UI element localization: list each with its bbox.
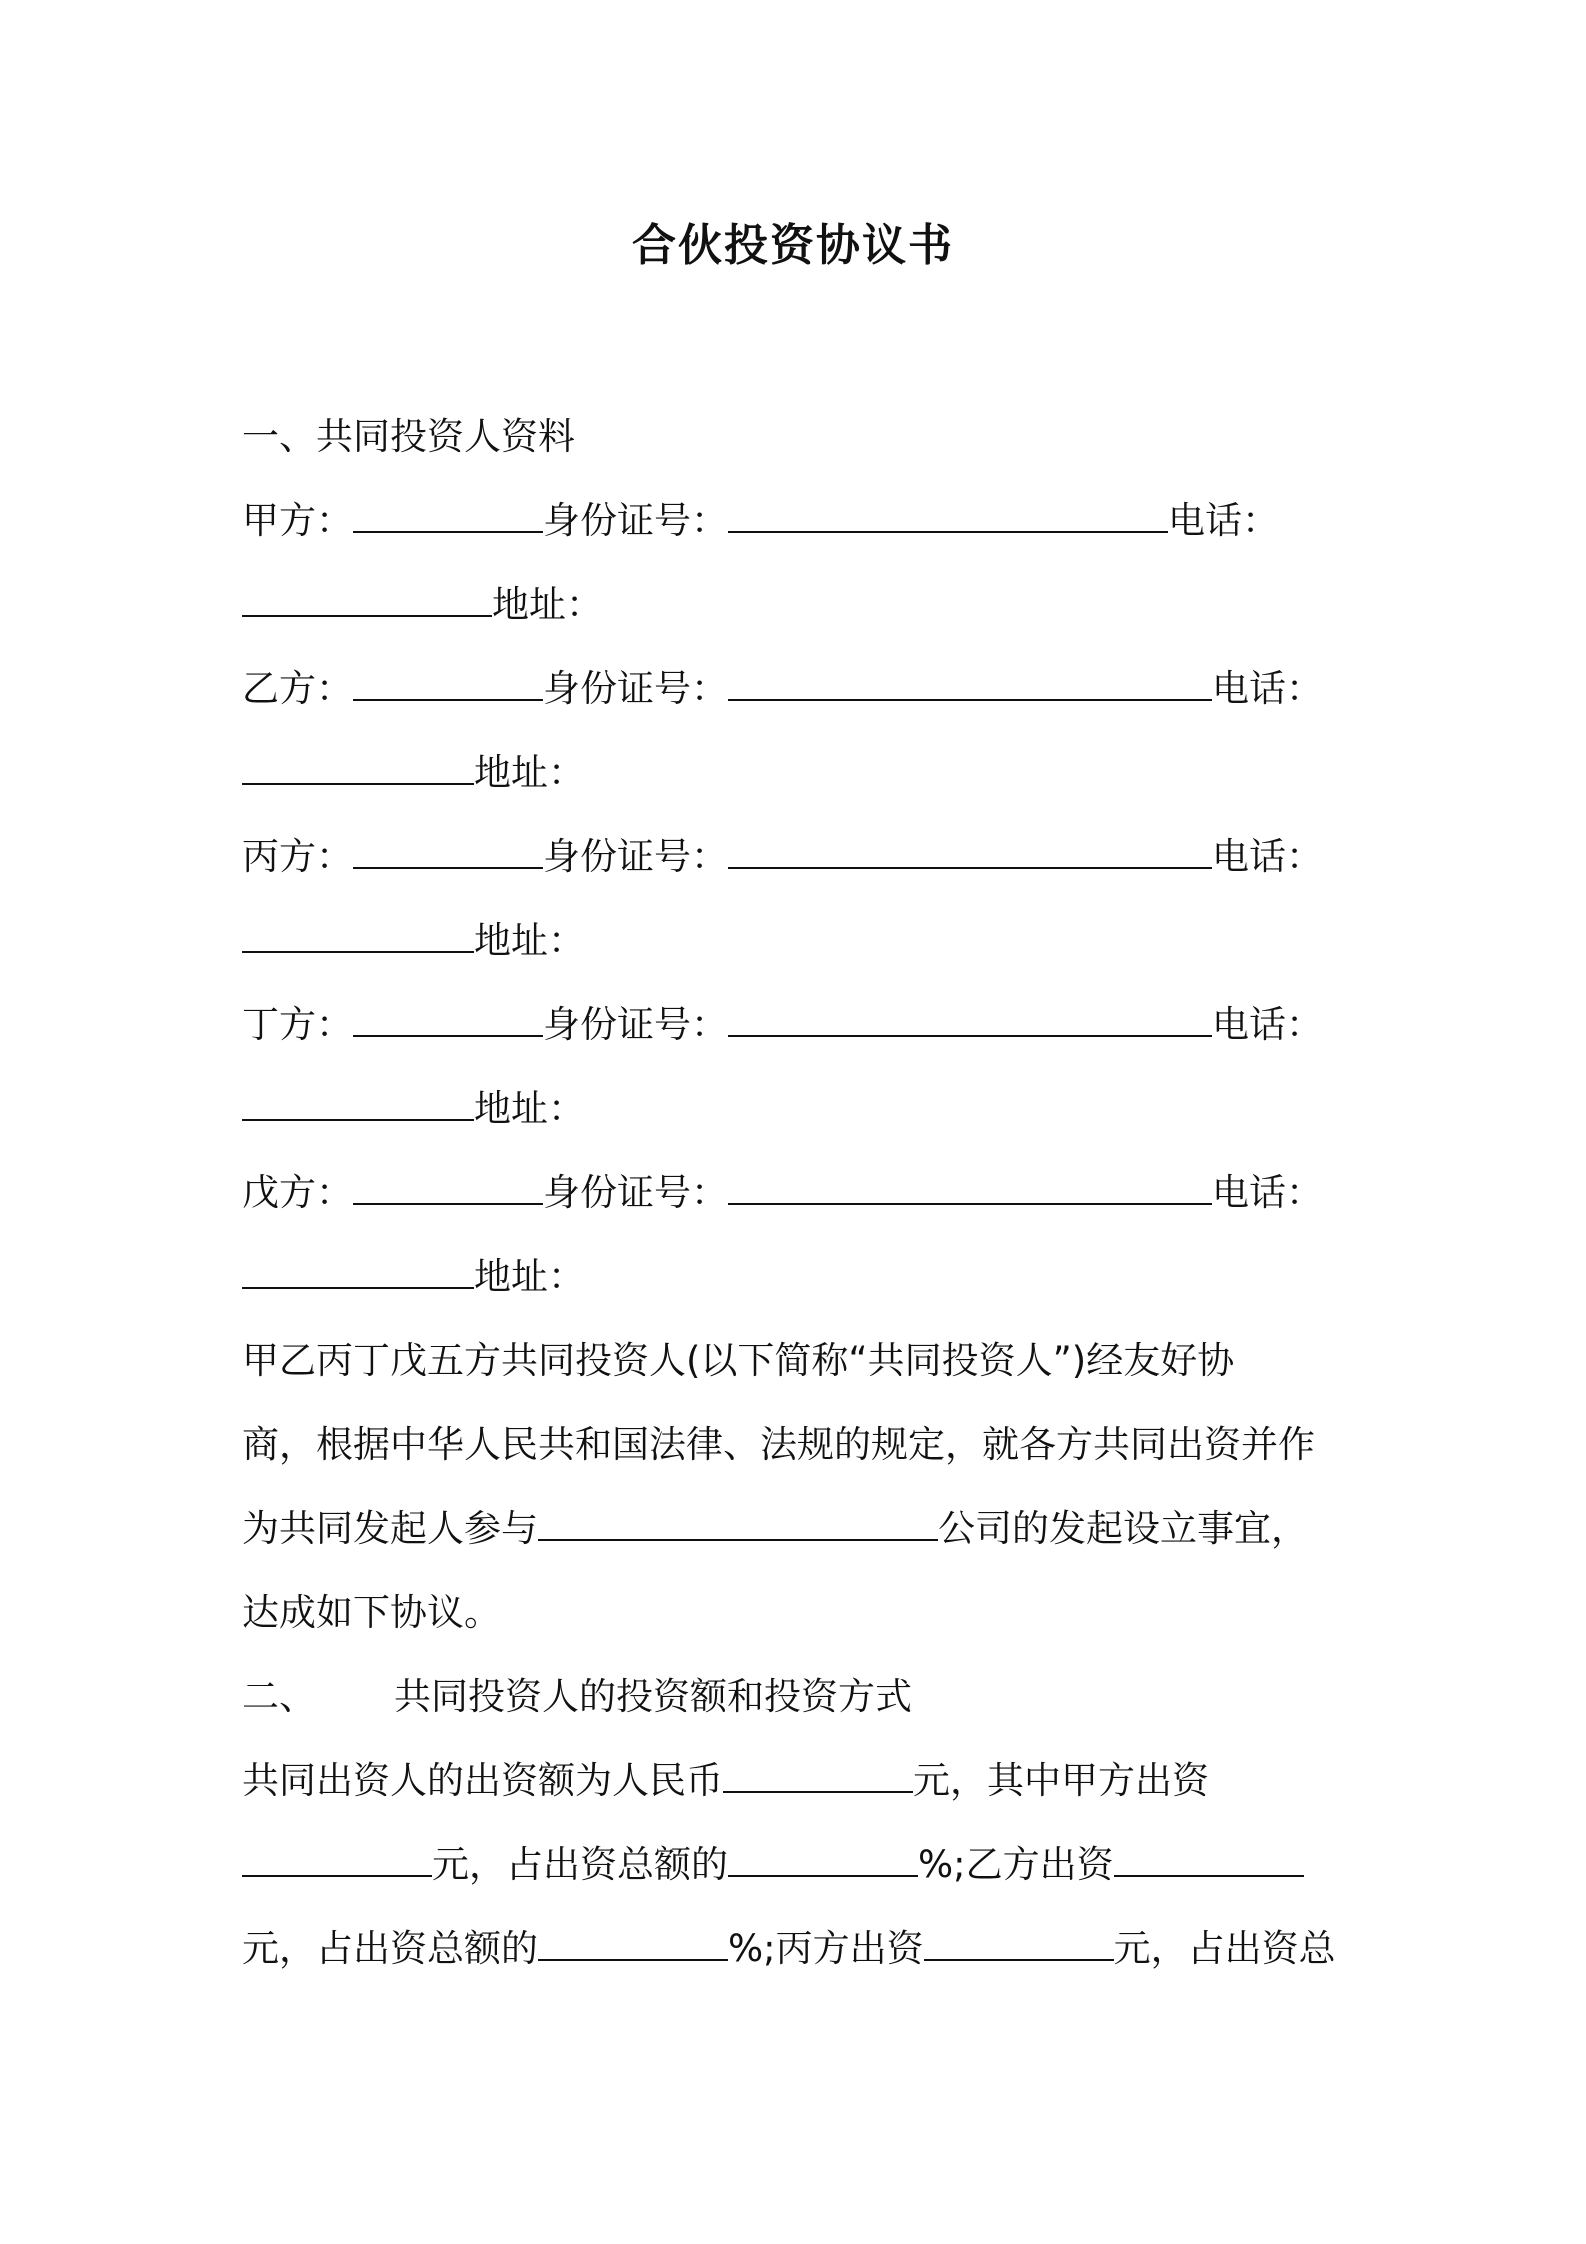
phone-label: 电话： <box>1212 1003 1323 1046</box>
name-blank <box>353 1169 543 1205</box>
id-label: 身份证号： <box>543 1171 728 1214</box>
phone-blank <box>242 581 492 617</box>
phone-label: 电话： <box>1168 499 1279 542</box>
company-blank <box>538 1505 938 1541</box>
id-blank <box>728 1169 1212 1205</box>
party-c-row-2 <box>242 916 585 966</box>
address-label: 地址： <box>474 1087 585 1130</box>
section2-line-2 <box>242 1840 1304 1890</box>
address-label: 地址： <box>474 919 585 962</box>
party-a-row <box>242 496 1279 546</box>
name-blank <box>353 1001 543 1037</box>
party-c-amount-label: %;丙方出资 <box>728 1927 924 1970</box>
intro-line-3 <box>242 1504 1308 1554</box>
phone-blank <box>242 1085 474 1121</box>
total-amount-blank <box>723 1757 913 1793</box>
party-e-row-2 <box>242 1252 585 1302</box>
party-d-row-2 <box>242 1084 585 1134</box>
intro-line-4: 达成如下协议。 <box>242 1591 501 1634</box>
share-label: 元，占出资总额的 <box>432 1843 728 1886</box>
section2-title: 共同投资人的投资额和投资方式 <box>394 1675 912 1718</box>
id-blank <box>728 497 1168 533</box>
document-title: 合伙投资协议书 <box>632 220 954 271</box>
party-c-row <box>242 832 1323 882</box>
intro-line-3-suffix: 公司的发起设立事宜， <box>938 1507 1308 1550</box>
id-label: 身份证号： <box>543 1003 728 1046</box>
party-a-amount-blank <box>242 1841 432 1877</box>
phone-label: 电话： <box>1212 667 1323 710</box>
phone-blank <box>242 1253 474 1289</box>
party-b-row <box>242 664 1323 714</box>
party-c-amount-blank <box>924 1925 1114 1961</box>
party-a-percent-blank <box>728 1841 918 1877</box>
party-b-amount-label: %;乙方出资 <box>918 1843 1114 1886</box>
party-b-percent-blank <box>538 1925 728 1961</box>
address-label: 地址： <box>492 583 603 626</box>
name-blank <box>353 833 543 869</box>
section2-number: 二、 <box>242 1675 316 1718</box>
party-e-row <box>242 1168 1323 1218</box>
total-amount-label: 共同出资人的出资额为人民币 <box>242 1759 723 1802</box>
party-a-amount-label: 元，其中甲方出资 <box>913 1759 1209 1802</box>
section1-heading: 一、共同投资人资料 <box>242 415 575 458</box>
intro-line-3-prefix: 为共同发起人参与 <box>242 1507 538 1550</box>
section2-line-3 <box>242 1924 1336 1974</box>
section2-line-1 <box>242 1756 1209 1806</box>
party-label: 戊方： <box>242 1171 353 1214</box>
intro-line-1: 甲乙丙丁戊五方共同投资人(以下简称“共同投资人”)经友好协 <box>242 1339 1235 1382</box>
section2-heading <box>242 1672 912 1722</box>
id-label: 身份证号： <box>543 667 728 710</box>
address-label: 地址： <box>474 1255 585 1298</box>
id-label: 身份证号： <box>543 499 728 542</box>
party-label: 丁方： <box>242 1003 353 1046</box>
phone-label: 电话： <box>1212 1171 1323 1214</box>
phone-label: 电话： <box>1212 835 1323 878</box>
share-label: 元，占出资总额的 <box>242 1927 538 1970</box>
party-label: 甲方： <box>242 499 353 542</box>
party-a-row-2 <box>242 580 603 630</box>
address-label: 地址： <box>474 751 585 794</box>
id-blank <box>728 665 1212 701</box>
share-label: 元，占出资总 <box>1113 1927 1336 1970</box>
name-blank <box>353 497 543 533</box>
phone-blank <box>242 749 474 785</box>
party-d-row <box>242 1000 1323 1050</box>
id-blank <box>728 833 1212 869</box>
id-label: 身份证号： <box>543 835 728 878</box>
name-blank <box>353 665 543 701</box>
party-label: 丙方： <box>242 835 353 878</box>
party-b-amount-blank <box>1114 1841 1304 1877</box>
id-blank <box>728 1001 1212 1037</box>
party-label: 乙方： <box>242 667 353 710</box>
party-b-row-2 <box>242 748 585 798</box>
phone-blank <box>242 917 474 953</box>
intro-line-2: 商，根据中华人民共和国法律、法规的规定，就各方共同出资并作 <box>242 1423 1315 1466</box>
